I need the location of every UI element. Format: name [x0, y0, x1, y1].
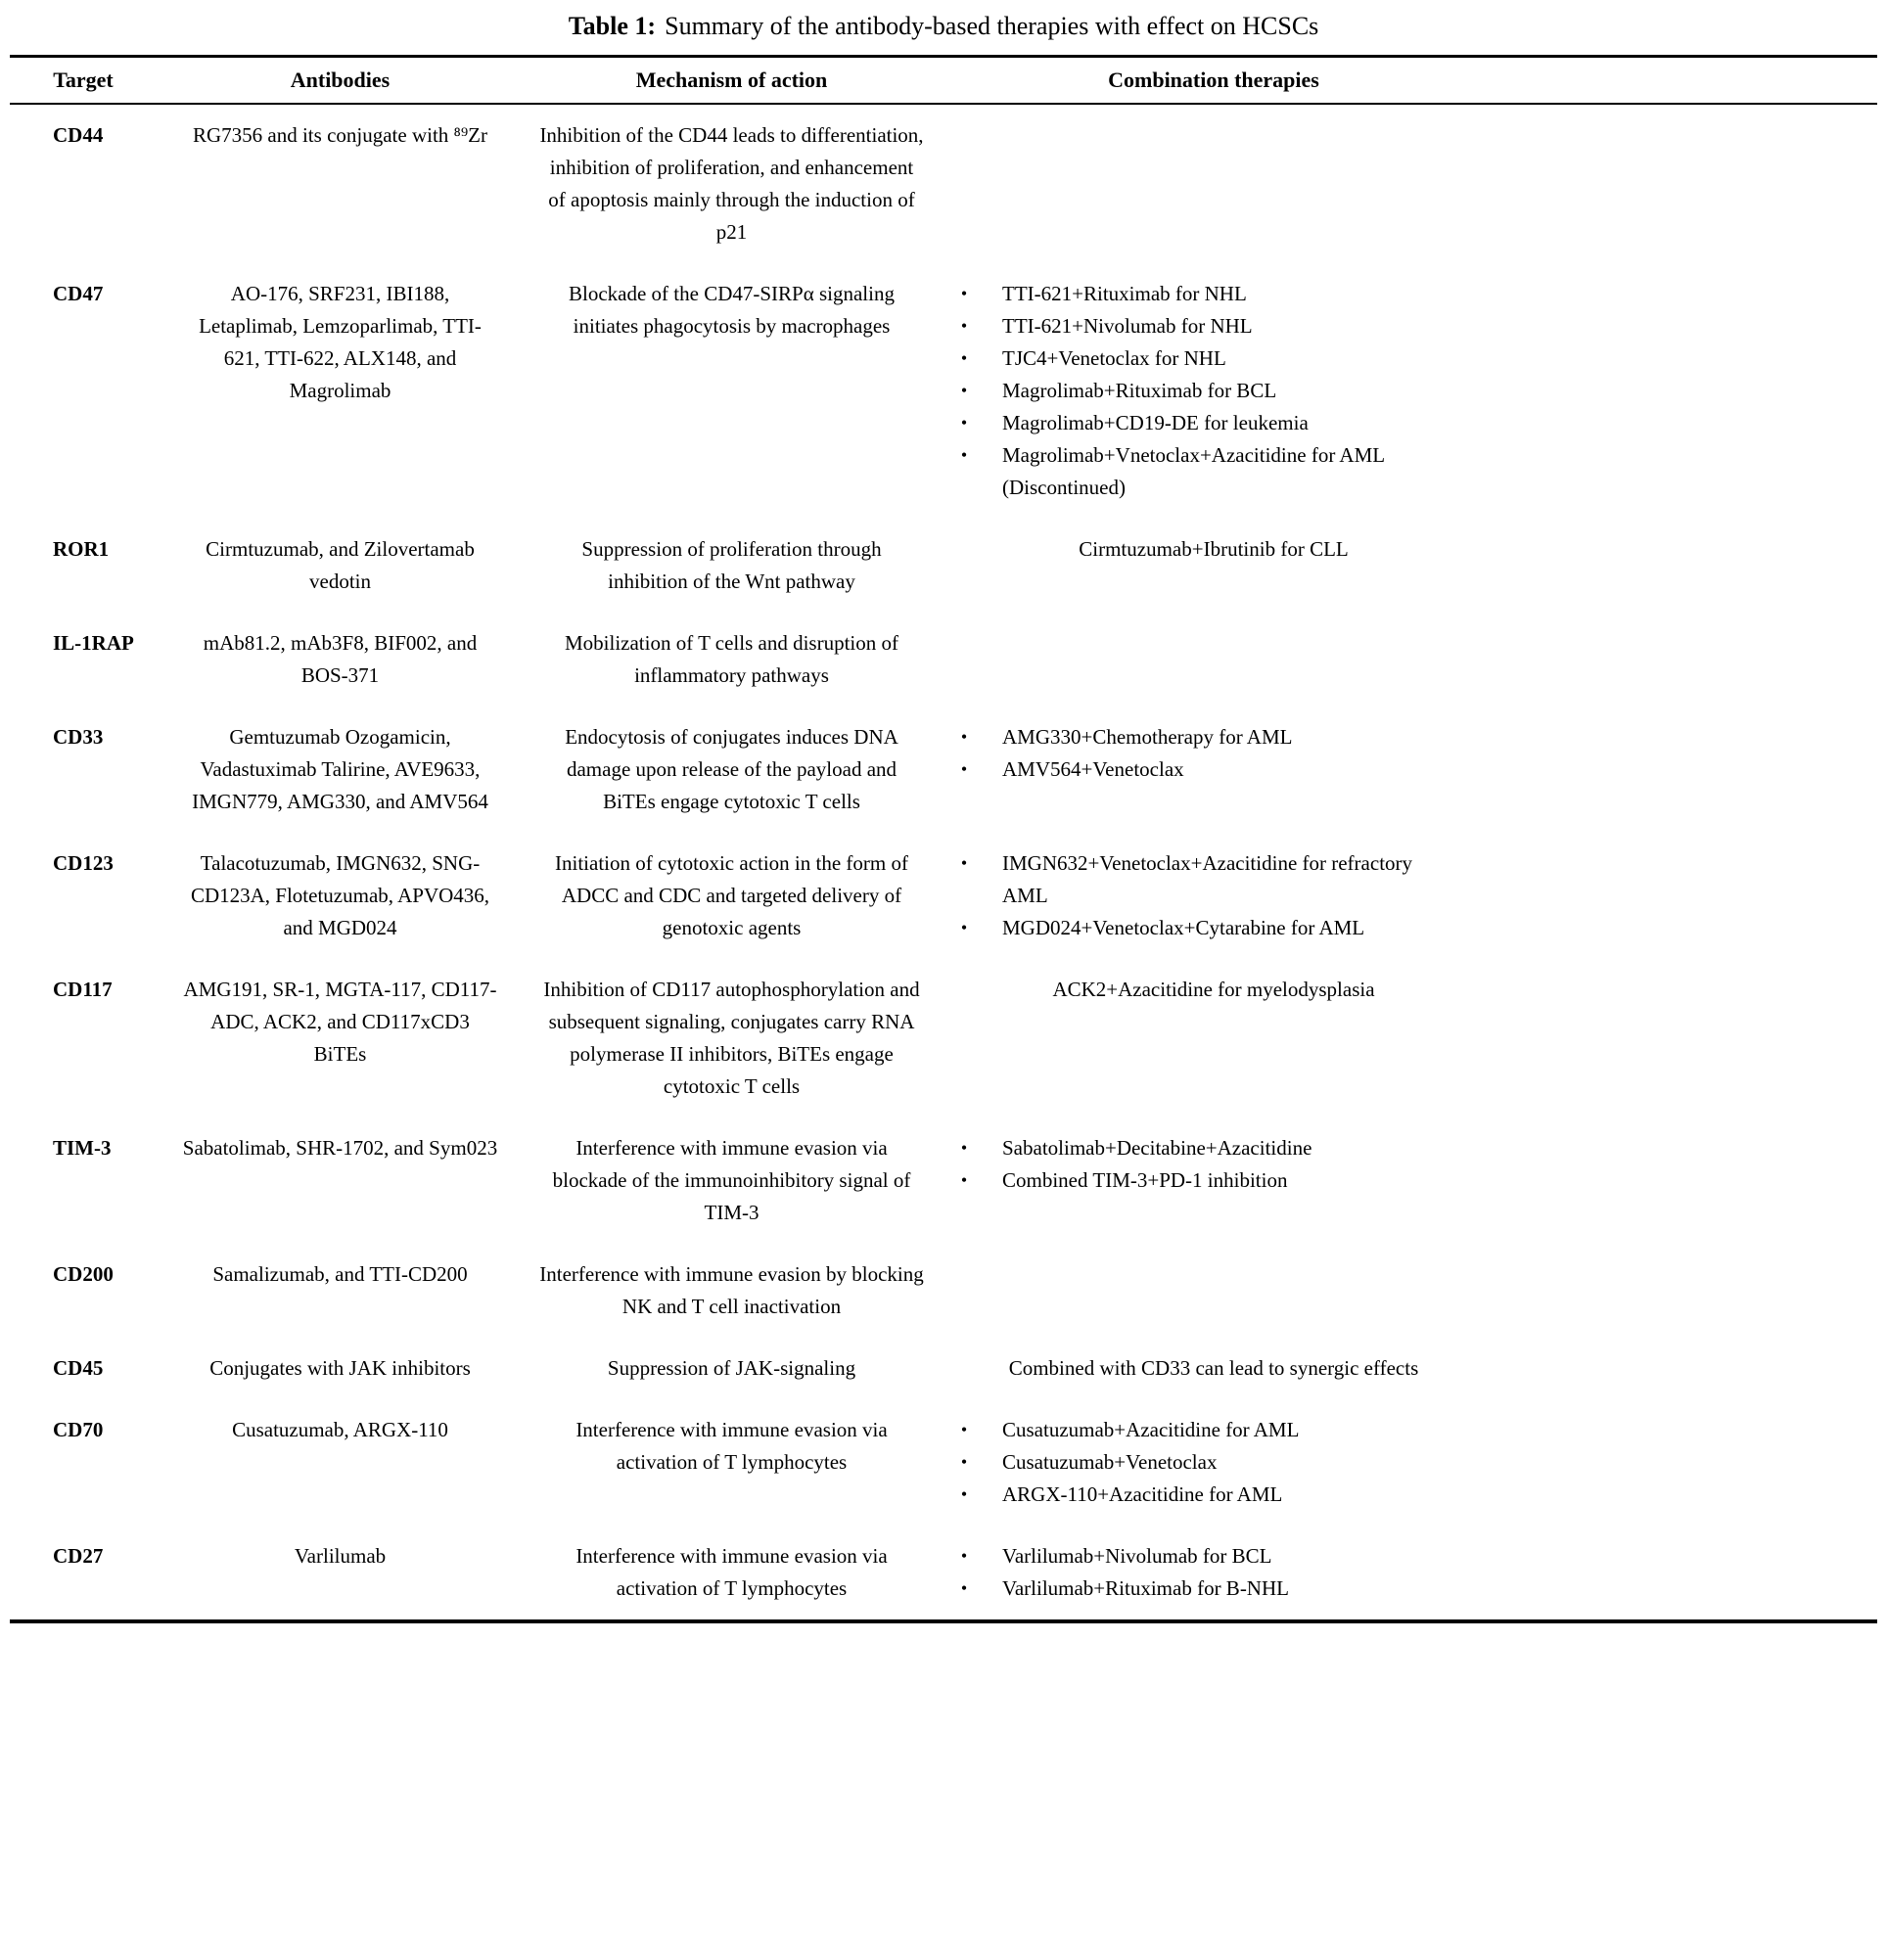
- combination-bullet-item: [953, 1132, 1480, 1164]
- bullet-icon: •: [960, 1420, 968, 1439]
- combination-bullet-item: [953, 1573, 1480, 1605]
- table-row: [10, 1244, 1877, 1338]
- combination-bullet-item: [953, 375, 1480, 407]
- target-cell: TIM-3: [53, 1136, 112, 1160]
- mechanism-cell: Mobilization of T cells and disruption of inflammatory pathways: [564, 631, 898, 687]
- bullet-icon: •: [960, 853, 968, 873]
- combination-bullet-item: [953, 721, 1480, 753]
- bullet-icon: •: [960, 1578, 968, 1598]
- combination-therapy-text: Magrolimab+Vnetoclax+Azacitidine for AML (Discontinued): [1002, 443, 1385, 499]
- combination-therapy-text: Magrolimab+Rituximab for BCL: [1002, 379, 1277, 402]
- table-row: [10, 1117, 1877, 1244]
- combination-bullet-item: [953, 753, 1480, 786]
- bullet-icon: •: [960, 348, 968, 368]
- combination-cell: [940, 833, 1488, 959]
- target-cell: IL-1RAP: [53, 631, 134, 655]
- combination-therapy-text: Varlilumab+Rituximab for B-NHL: [1002, 1576, 1289, 1600]
- column-header-filler: [1488, 57, 1877, 105]
- mechanism-cell: Interference with immune evasion via activation of T lymphocytes: [575, 1418, 888, 1474]
- target-cell: CD47: [53, 282, 104, 305]
- antibodies-cell: mAb81.2, mAb3F8, BIF002, and BOS-371: [203, 631, 478, 687]
- antibodies-cell: Talacotuzumab, IMGN632, SNG-CD123A, Flotetuzumab, APVO436, and MGD024: [190, 851, 490, 939]
- bullet-icon: •: [960, 727, 968, 747]
- combination-cell: [940, 1244, 1488, 1338]
- bullet-icon: •: [960, 413, 968, 433]
- combination-therapy-text: Magrolimab+CD19-DE for leukemia: [1002, 411, 1309, 434]
- filler-cell: [1488, 263, 1877, 519]
- antibodies-cell: Gemtuzumab Ozogamicin, Vadastuximab Talirine, AVE9633, IMGN779, AMG330, and AMV564: [192, 725, 488, 813]
- mechanism-cell: Interference with immune evasion by blocking NK and T cell inactivation: [539, 1262, 924, 1318]
- combination-cell: Combined with CD33 can lead to synergic effects: [1008, 1356, 1419, 1380]
- combination-cell: [940, 1117, 1488, 1244]
- table-row: [10, 1399, 1877, 1526]
- table-row: [10, 1338, 1877, 1399]
- bullet-icon: •: [960, 1484, 968, 1504]
- combination-therapy-text: Cusatuzumab+Venetoclax: [1002, 1450, 1218, 1474]
- combination-bullet-item: [953, 407, 1480, 439]
- combination-therapy-text: ARGX-110+Azacitidine for AML: [1002, 1482, 1283, 1506]
- bullet-icon: •: [960, 1170, 968, 1190]
- target-cell: CD45: [53, 1356, 104, 1380]
- filler-cell: [1488, 1244, 1877, 1338]
- filler-cell: [1488, 707, 1877, 833]
- antibodies-cell: AMG191, SR-1, MGTA-117, CD117-ADC, ACK2, and CD117xCD3 BiTEs: [183, 978, 497, 1066]
- combination-bullet-item: [953, 912, 1480, 944]
- table-caption: [10, 6, 1877, 55]
- antibodies-cell: RG7356 and its conjugate with ⁸⁹Zr: [192, 123, 487, 147]
- bullet-icon: •: [960, 445, 968, 465]
- filler-cell: [1488, 1117, 1877, 1244]
- combination-bullet-item: [953, 342, 1480, 375]
- bullet-icon: •: [960, 1452, 968, 1472]
- combination-therapy-text: AMG330+Chemotherapy for AML: [1002, 725, 1293, 749]
- column-header-antibodies: Antibodies: [157, 57, 524, 105]
- antibodies-cell: Sabatolimab, SHR-1702, and Sym023: [182, 1136, 498, 1160]
- table-row: [10, 833, 1877, 959]
- mechanism-cell: Suppression of proliferation through inhibition of the Wnt pathway: [581, 537, 882, 593]
- combination-therapy-text: Cusatuzumab+Azacitidine for AML: [1002, 1418, 1300, 1441]
- combination-bullet-item: [953, 1540, 1480, 1573]
- filler-cell: [1488, 1399, 1877, 1526]
- table-row: [10, 104, 1877, 263]
- table-row: [10, 707, 1877, 833]
- header-row: [10, 57, 1877, 105]
- combination-therapy-text: Combined TIM-3+PD-1 inhibition: [1002, 1168, 1288, 1192]
- combination-cell: [940, 707, 1488, 833]
- bullet-icon: •: [960, 759, 968, 779]
- filler-cell: [1488, 104, 1877, 263]
- antibodies-cell: Varlilumab: [294, 1544, 387, 1568]
- combination-therapy-text: TTI-621+Nivolumab for NHL: [1002, 314, 1253, 338]
- combination-bullet-item: [953, 1479, 1480, 1511]
- filler-cell: [1488, 613, 1877, 707]
- mechanism-cell: Interference with immune evasion via blockade of the immunoinhibitory signal of TIM-3: [552, 1136, 911, 1224]
- filler-cell: [1488, 833, 1877, 959]
- bullet-icon: •: [960, 1138, 968, 1158]
- antibodies-cell: Samalizumab, and TTI-CD200: [212, 1262, 468, 1286]
- target-cell: ROR1: [53, 537, 110, 561]
- target-cell: CD44: [53, 123, 104, 147]
- bullet-icon: •: [960, 284, 968, 303]
- combination-bullet-item: [953, 310, 1480, 342]
- table-row: [10, 959, 1877, 1117]
- combination-therapy-text: IMGN632+Venetoclax+Azacitidine for refractory AML: [1002, 851, 1413, 907]
- column-header-combination: Combination therapies: [940, 57, 1488, 105]
- combination-bullet-item: [953, 439, 1480, 504]
- target-cell: CD117: [53, 978, 113, 1001]
- combination-bullet-item: [953, 1414, 1480, 1446]
- table-row: [10, 519, 1877, 613]
- column-header-target: Target: [10, 57, 157, 105]
- mechanism-cell: Inhibition of CD117 autophosphorylation and subsequent signaling, conjugates carry RNA polymerase II inhibitors, BiTEs engage cytotoxic T cells: [543, 978, 920, 1098]
- filler-cell: [1488, 1526, 1877, 1621]
- bullet-icon: •: [960, 316, 968, 336]
- bullet-icon: •: [960, 918, 968, 937]
- combination-therapy-text: Varlilumab+Nivolumab for BCL: [1002, 1544, 1272, 1568]
- mechanism-cell: Inhibition of the CD44 leads to differentiation, inhibition of proliferation, and enhancement of apoptosis mainly through the induction of p21: [539, 123, 924, 244]
- antibodies-cell: AO-176, SRF231, IBI188, Letaplimab, Lemzoparlimab, TTI-621, TTI-622, ALX148, and Magrolimab: [199, 282, 482, 402]
- therapies-table: [10, 55, 1877, 1623]
- bullet-icon: •: [960, 381, 968, 400]
- bullet-icon: •: [960, 1546, 968, 1566]
- combination-cell: [940, 104, 1488, 263]
- mechanism-cell: Suppression of JAK-signaling: [607, 1356, 856, 1380]
- table-row: [10, 1526, 1877, 1621]
- combination-therapy-text: Sabatolimab+Decitabine+Azacitidine: [1002, 1136, 1312, 1160]
- table-row: [10, 613, 1877, 707]
- filler-cell: [1488, 519, 1877, 613]
- table-caption-text: Summary of the antibody-based therapies with effect on HCSCs: [665, 12, 1319, 40]
- target-cell: CD27: [53, 1544, 104, 1568]
- combination-cell: ACK2+Azacitidine for myelodysplasia: [1052, 978, 1375, 1001]
- combination-therapy-text: TJC4+Venetoclax for NHL: [1002, 346, 1226, 370]
- filler-cell: [1488, 1338, 1877, 1399]
- combination-therapy-text: AMV564+Venetoclax: [1002, 757, 1184, 781]
- table-row: [10, 263, 1877, 519]
- table-caption-label: Table 1:: [568, 12, 657, 40]
- filler-cell: [1488, 959, 1877, 1117]
- combination-cell: Cirmtuzumab+Ibrutinib for CLL: [1079, 537, 1349, 561]
- antibodies-cell: Cirmtuzumab, and Zilovertamab vedotin: [206, 537, 475, 593]
- target-cell: CD70: [53, 1418, 104, 1441]
- table-header: [10, 57, 1877, 105]
- antibodies-cell: Conjugates with JAK inhibitors: [209, 1356, 471, 1380]
- combination-bullet-item: [953, 1164, 1480, 1197]
- combination-cell: [940, 263, 1488, 519]
- table-body: [10, 104, 1877, 1621]
- mechanism-cell: Interference with immune evasion via activation of T lymphocytes: [575, 1544, 888, 1600]
- combination-cell: [940, 1399, 1488, 1526]
- combination-cell: [940, 613, 1488, 707]
- target-cell: CD33: [53, 725, 104, 749]
- mechanism-cell: Blockade of the CD47-SIRPα signaling initiates phagocytosis by macrophages: [569, 282, 895, 338]
- target-cell: CD200: [53, 1262, 114, 1286]
- mechanism-cell: Endocytosis of conjugates induces DNA damage upon release of the payload and BiTEs engage cytotoxic T cells: [565, 725, 898, 813]
- antibodies-cell: Cusatuzumab, ARGX-110: [232, 1418, 448, 1441]
- combination-bullet-item: [953, 278, 1480, 310]
- mechanism-cell: Initiation of cytotoxic action in the form of ADCC and CDC and targeted delivery of genotoxic agents: [555, 851, 908, 939]
- combination-cell: [940, 1526, 1488, 1621]
- combination-bullet-item: [953, 1446, 1480, 1479]
- target-cell: CD123: [53, 851, 114, 875]
- column-header-mechanism: Mechanism of action: [524, 57, 940, 105]
- combination-therapy-text: MGD024+Venetoclax+Cytarabine for AML: [1002, 916, 1365, 939]
- combination-bullet-item: [953, 847, 1480, 912]
- combination-therapy-text: TTI-621+Rituximab for NHL: [1002, 282, 1247, 305]
